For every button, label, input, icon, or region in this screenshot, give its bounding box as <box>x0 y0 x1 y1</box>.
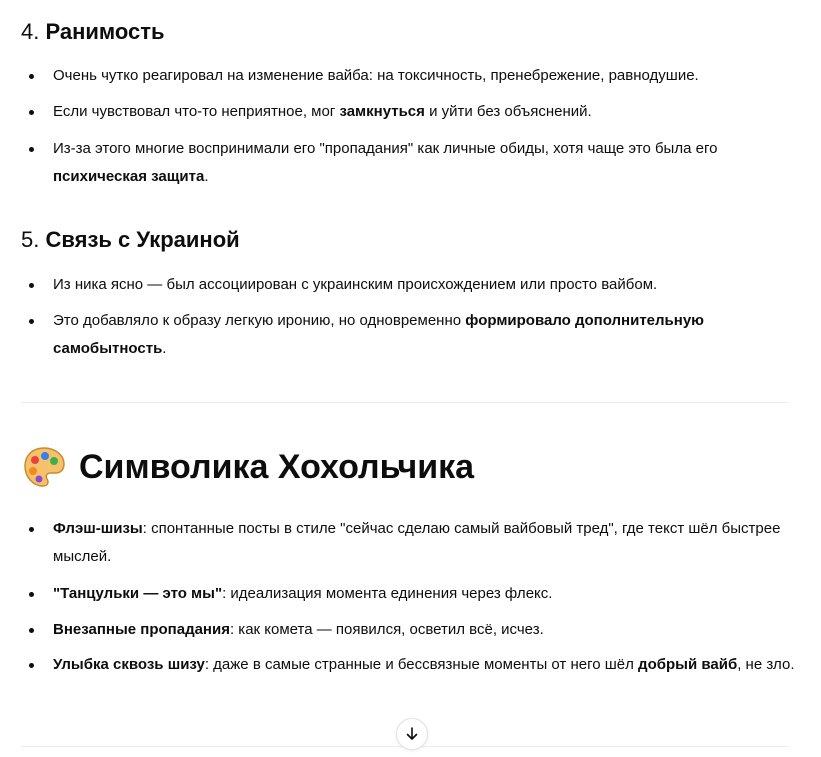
scroll-to-bottom-button[interactable] <box>396 718 428 750</box>
symbolics-title: Символика Хохольчика <box>79 448 475 486</box>
section-title: Ранимость <box>45 19 165 44</box>
list-item: Очень чутко реагировал на изменение вайба: на токсичность, пренебрежение, равнодушие. <box>53 62 798 90</box>
artist-palette-icon <box>21 444 67 490</box>
section-heading-vulnerability <box>21 18 165 46</box>
list-item: Это добавляло к образу легкую иронию, но одновременно формировало дополнительную самобытность. <box>53 307 798 363</box>
list-item: Улыбка сквозь шизу: даже в самые странные и бессвязные моменты от него шёл добрый вайб, не зло. <box>53 651 798 679</box>
symbolics-heading <box>21 444 474 490</box>
list-item: Из ника ясно — был ассоциирован с украинским происхождением или просто вайбом. <box>53 271 798 299</box>
section-number: 5. <box>21 227 40 252</box>
list-item: Если чувствовал что-то неприятное, мог замкнуться и уйти без объяснений. <box>53 98 798 126</box>
section-divider <box>21 402 789 403</box>
section-number: 4. <box>21 19 40 44</box>
section-heading-ukraine <box>21 226 240 254</box>
list-item: Из-за этого многие воспринимали его "пропадания" как личные обиды, хотя чаще это была его психическая защита. <box>53 135 798 191</box>
list-item: Внезапные пропадания: как комета — появился, осветил всё, исчез. <box>53 616 798 644</box>
list-item: "Танцульки — это мы": идеализация момента единения через флекс. <box>53 580 798 608</box>
list-item: Флэш-шизы: спонтанные посты в стиле "сейчас сделаю самый вайбовый тред", где текст шёл быстрее мыслей. <box>53 515 798 571</box>
section-title: Связь с Украиной <box>45 227 240 252</box>
arrow-down-icon <box>404 726 420 742</box>
